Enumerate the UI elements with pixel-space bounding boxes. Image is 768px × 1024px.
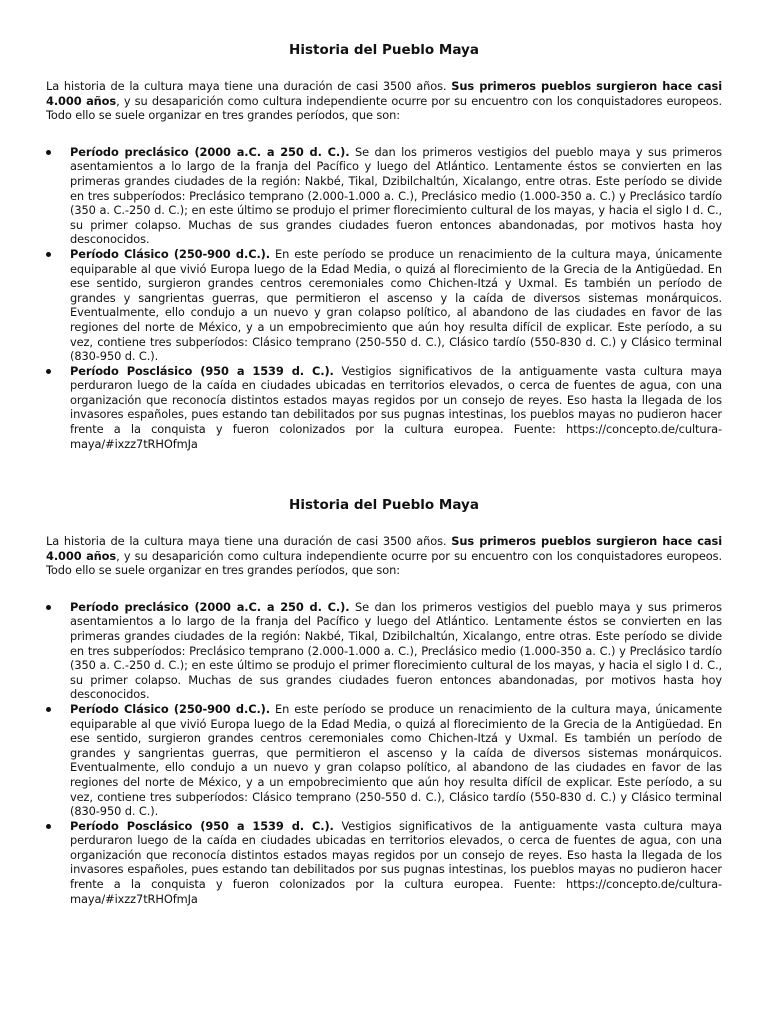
period-heading: Período Clásico (250-900 d.C.). <box>70 246 271 261</box>
bullet-icon <box>46 369 51 374</box>
document-section-1 <box>46 42 722 451</box>
period-heading: Período preclásico (2000 a.C. a 250 d. C.). <box>70 599 350 614</box>
period-text: En este período se produce un renacimiento de la cultura maya, únicamente equiparable al que vivió Europa luego de la Edad Media, o quizá al florecimiento de la Grecia de la Antigüedad. En ese sentido, surgieron grandes centros ceremoniales como Chichen-Itzá y Uxmal. Es también un período de grandes y sangrientas guerras, que permitieron el ascenso y la caída de diversos sistemas monárquicos. Eventualmente, ello condujo a un nuevo y gran colapso político, al abandono de las ciudades en favor de las regiones del norte de México, y a un empobrecimiento que aún hoy resulta difícil de explicar. Este período, a su vez, contiene tres subperíodos: Clásico temprano (250-550 d. C.), Clásico tardío (550-830 d. C.) y Clásico terminal (830-950 d. C.). <box>70 701 722 819</box>
period-item-preclasico <box>46 600 722 702</box>
intro-bold-text: Sus primeros pueblos surgieron hace casi 4.000 años <box>46 534 722 563</box>
period-item-preclasico <box>46 145 722 247</box>
periods-list <box>46 145 722 451</box>
intro-text-end: , y su desaparición como cultura independiente ocurre por su encuentro con los conquistadores europeos. Todo ello se suele organizar en tres grandes períodos, que son: <box>46 93 722 123</box>
periods-list <box>46 600 722 906</box>
section-title: Historia del Pueblo Maya <box>289 497 479 513</box>
period-item-clasico <box>46 247 722 364</box>
period-heading: Período Posclásico (950 a 1539 d. C.). <box>70 363 334 378</box>
period-text: En este período se produce un renacimiento de la cultura maya, únicamente equiparable al que vivió Europa luego de la Edad Media, o quizá al florecimiento de la Grecia de la Antigüedad. En ese sentido, surgieron grandes centros ceremoniales como Chichen-Itzá y Uxmal. Es también un período de grandes y sangrientas guerras, que permitieron el ascenso y la caída de diversos sistemas monárquicos. Eventualmente, ello condujo a un nuevo y gran colapso político, al abandono de las ciudades en favor de las regiones del norte de México, y a un empobrecimiento que aún hoy resulta difícil de explicar. Este período, a su vez, contiene tres subperíodos: Clásico temprano (250-550 d. C.), Clásico tardío (550-830 d. C.) y Clásico terminal (830-950 d. C.). <box>70 246 722 364</box>
bullet-icon <box>46 605 51 610</box>
period-heading: Período Clásico (250-900 d.C.). <box>70 701 271 716</box>
intro-text-end: , y su desaparición como cultura independiente ocurre por su encuentro con los conquistadores europeos. Todo ello se suele organizar en tres grandes períodos, que son: <box>46 548 722 578</box>
period-item-posclasico <box>46 364 722 452</box>
bullet-icon <box>46 252 51 257</box>
period-heading: Período Posclásico (950 a 1539 d. C.). <box>70 818 334 833</box>
intro-bold-text: Sus primeros pueblos surgieron hace casi 4.000 años <box>46 79 722 108</box>
document-section-2 <box>46 497 722 906</box>
period-text: Se dan los primeros vestigios del pueblo maya y sus primeros asentamientos a lo largo de la franja del Pacífico y luego del Atlántico. Lentamente éstos se convierten en las primeras grandes ciudades de la región: Nakbé, Tikal, Dzibilchaltún, Xicalango, entre otras. Este período se divide en tres subperíodos: Preclásico temprano (2.000-1.000 a. C.), Preclásico medio (1.000-350 a. C.) y Preclásico tardío (350 a. C.-250 d. C.); en este último se produjo el primer florecimiento cultural de los mayas, y hacia el siglo I d. C., su primer colapso. Muchas de sus grandes ciudades fueron entonces abandonadas, por motivos hasta hoy desconocidos. <box>70 599 723 702</box>
intro-text-start: La historia de la cultura maya tiene una duración de casi 3500 años. <box>46 534 452 548</box>
intro-paragraph <box>46 534 722 578</box>
period-text: Vestigios significativos de la antiguamente vasta cultura maya perduraron luego de la caída en ciudades ubicadas en territorios elevados, o cerca de fuentes de agua, con una organización que reconocía distintos estados mayas regidos por un consejo de reyes. Eso hasta la llegada de los invasores españoles, pues estando tan debilitados por sus pugnas intestinas, los pueblos mayas no pudieron hacer frente a la conquista y fueron colonizados por la cultura europea. Fuente: https://concepto.de/cultura-maya/#ixzz7tRHOfmJa <box>70 363 723 451</box>
period-item-posclasico <box>46 819 722 907</box>
bullet-icon <box>46 824 51 829</box>
period-text: Se dan los primeros vestigios del pueblo maya y sus primeros asentamientos a lo largo de la franja del Pacífico y luego del Atlántico. Lentamente éstos se convierten en las primeras grandes ciudades de la región: Nakbé, Tikal, Dzibilchaltún, Xicalango, entre otras. Este período se divide en tres subperíodos: Preclásico temprano (2.000-1.000 a. C.), Preclásico medio (1.000-350 a. C.) y Preclásico tardío (350 a. C.-250 d. C.); en este último se produjo el primer florecimiento cultural de los mayas, y hacia el siglo I d. C., su primer colapso. Muchas de sus grandes ciudades fueron entonces abandonadas, por motivos hasta hoy desconocidos. <box>70 144 723 247</box>
bullet-icon <box>46 150 51 155</box>
intro-text-start: La historia de la cultura maya tiene una duración de casi 3500 años. <box>46 79 452 93</box>
period-item-clasico <box>46 702 722 819</box>
period-heading: Período preclásico (2000 a.C. a 250 d. C.). <box>70 144 350 159</box>
intro-paragraph <box>46 79 722 123</box>
bullet-icon <box>46 707 51 712</box>
section-title: Historia del Pueblo Maya <box>289 42 479 58</box>
period-text: Vestigios significativos de la antiguamente vasta cultura maya perduraron luego de la caída en ciudades ubicadas en territorios elevados, o cerca de fuentes de agua, con una organización que reconocía distintos estados mayas regidos por un consejo de reyes. Eso hasta la llegada de los invasores españoles, pues estando tan debilitados por sus pugnas intestinas, los pueblos mayas no pudieron hacer frente a la conquista y fueron colonizados por la cultura europea. Fuente: https://concepto.de/cultura-maya/#ixzz7tRHOfmJa <box>70 818 723 906</box>
